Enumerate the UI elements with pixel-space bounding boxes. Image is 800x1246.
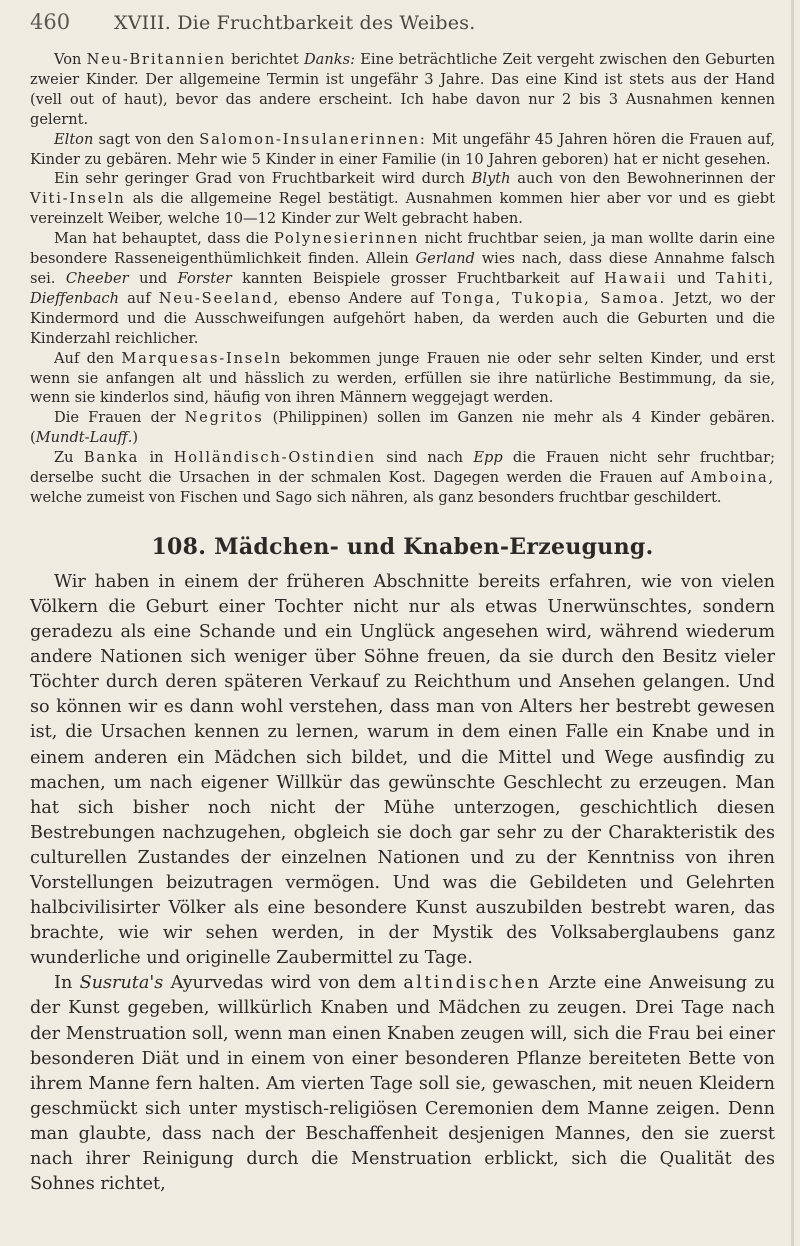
- paragraph-banka: [30, 448, 775, 508]
- spaced-name: Marquesas-Inseln: [121, 349, 283, 367]
- page-header: [30, 10, 760, 42]
- spaced-name: Salomon-Insulanerinnen:: [199, 130, 427, 148]
- paragraph-neu-britannien: [30, 50, 775, 130]
- text: (Philippinen) sollen im Ganzen nie mehr als 4 Kinder gebären. (: [30, 409, 775, 447]
- text: Mit ungefähr 45 Jahren hören die Frauen auf, Kinder zu gebären. Mehr wie 5 Kinder in einer Familie (in 10 Jahren geboren) hat er nicht gesehen.: [30, 130, 775, 168]
- page-number: 460: [30, 10, 71, 34]
- text: sagt von den: [93, 130, 200, 148]
- text: auch von den Bewohnerinnen der: [510, 170, 775, 188]
- author-name: Epp: [473, 449, 503, 467]
- main-text-section: [30, 570, 775, 1197]
- text: kannten Beispiele grosser Fruchtbarkeit auf: [231, 269, 605, 287]
- small-print-section: [30, 50, 775, 508]
- text: Zu: [54, 449, 84, 467]
- spaced-name: Viti-Inseln: [30, 190, 126, 208]
- text: Ein sehr geringer Grad von Fruchtbarkeit wird durch: [54, 170, 472, 188]
- author-name: Danks:: [303, 51, 356, 68]
- author-name: Gerland: [415, 250, 475, 268]
- text: bekommen junge Frauen nie oder sehr selten Kinder, und erst wenn sie anfangen alt und hässlich zu werden, erfüllen sie ihre natürliche Bestimmung, da sie, wenn sie kinderlos sind, häufig von ihren Männern weggejagt werden.: [30, 349, 776, 407]
- author-name: Susruta's: [79, 973, 164, 994]
- text: nicht fruchtbar seien, ja man wollte darin eine besondere Rasseneigenthümlichkeit finden. Allein: [30, 230, 775, 268]
- page-content: [30, 50, 775, 1197]
- text: die Frauen nicht sehr fruchtbar; derselbe sucht die Ursachen in der schmalen Kost. Dagegen werden die Frauen auf: [30, 449, 776, 487]
- text: als die allgemeine Regel bestätigt. Ausnahmen kommen hier aber vor und es giebt vereinzelt Weiber, welche 10—12 Kinder zur Welt gebracht haben.: [30, 190, 775, 228]
- author-name: Forster: [177, 269, 232, 287]
- author-name: Blyth: [471, 170, 511, 188]
- paragraph-susruta: [30, 971, 775, 1197]
- author-name: Dieffenbach: [30, 289, 119, 307]
- paragraph-salomon: [30, 130, 775, 170]
- text: sind nach: [375, 449, 474, 467]
- text: ebenso Andere auf: [280, 289, 442, 307]
- paragraph-marquesas: [30, 349, 775, 409]
- paragraph-intro: Wir haben in einem der früheren Abschnitte bereits erfahren, wie von vielen Völkern die Geburt einer Tochter nicht nur als etwas Unerwünschtes, sondern geradezu als eine Schande und ein Unglück angesehen wird, während wiederum andere Nationen sich weniger über Söhne freuen, da sie durch den Besitz vieler Töchter durch deren späteren Verkauf zu Reichthum und Ansehen gelangen. Und so können wir es dann wohl verstehen, dass man von Alters her bestrebt gewesen ist, die Ursachen kennen zu lernen, warum in dem einen Falle ein Knabe und in einem anderen ein Mädchen sich bildet, und die Mittel und Wege ausfindig zu machen, um nach eigener Willkür das gewünschte Geschlecht zu erzeugen. Man hat sich bisher noch nicht der Mühe unterzogen, geschichtlich diesen Bestrebungen nachzugehen, obgleich sie doch gar sehr zu der Charakteristik des culturellen Zustandes der einzelnen Nationen und zu der Kenntniss von ihren Vorstellungen beizutragen vermögen. Und was die Gebildeten und Gelehrten halbcivilisirter Völker als eine besondere Kunst auszubilden bestrebt waren, das brachte, wie wir sehen werden, in der Mystik des Volksaberglaubens ganz wunderliche und originelle Zaubermittel zu Tage.: [30, 571, 775, 969]
- spaced-name: Negritos: [184, 409, 264, 427]
- text: Die Frauen der: [54, 409, 185, 427]
- text: auf: [119, 289, 159, 307]
- section-heading: 108. Mädchen- und Knaben-Erzeugung.: [151, 533, 654, 560]
- author-name: Cheeber: [65, 269, 129, 287]
- running-title: XVIII. Die Fruchtbarkeit des Weibes.: [114, 12, 476, 34]
- text: Auf den: [54, 349, 122, 367]
- author-name: Elton: [54, 130, 94, 148]
- spaced-name: Polynesierinnen: [273, 230, 420, 248]
- text: welche zumeist von Fischen und Sago sich nähren, als ganz besonders fruchtbar geschildert.: [30, 488, 722, 506]
- spaced-name: Tonga, Tukopia, Samoa.: [441, 289, 666, 307]
- text: Arzte eine Anweisung zu der Kunst gegeben, willkürlich Knaben und Mädchen zu zeugen. Drei Tage nach der Menstruation soll, wenn man einen Knaben zeugen will, sich die Frau bei einer besonderen Diät und in einem von einer besonderen Pflanze bereiteten Bette von ihrem Manne fern halten. Am vierten Tage soll sie, gewaschen, mit neuen Kleidern geschmückt sich unter mystisch-religiösen Ceremonien dem Manne zeigen. Denn man glaubte, dass nach der Beschaffenheit desjenigen Mannes, den sie zuerst nach ihrer Reinigung durch die Menstruation erblickt, sich die Qualität des Sohnes richtet,: [30, 973, 775, 1195]
- spaced-name: Banka: [83, 449, 140, 467]
- paragraph-polynesien: [30, 229, 775, 348]
- text: Eine beträchtliche Zeit vergeht zwischen den Geburten zweier Kinder. Der allgemeine Termin ist ungefähr 3 Jahre. Das eine Kind ist stets aus der Hand (vell out of haut), bevor das andere erscheint. Ich habe davon nur 2 bis 3 Ausnahmen kennen gelernt.: [30, 51, 775, 128]
- spaced-name: Holländisch-Ostindien: [173, 449, 376, 467]
- spaced-name: Tahiti,: [715, 269, 775, 287]
- text: und: [666, 269, 716, 287]
- text: ): [132, 429, 139, 447]
- paragraph-negritos: [30, 408, 775, 448]
- text: In: [54, 973, 80, 994]
- text: wies nach, dass diese Annahme falsch sei.: [30, 250, 776, 287]
- spaced-name: Amboina,: [690, 469, 775, 487]
- page-edge: [791, 0, 794, 1246]
- text: berichtet: [225, 51, 304, 68]
- text: und: [128, 269, 178, 287]
- text: Man hat behauptet, dass die: [54, 230, 274, 248]
- spaced-name: Hawaii: [604, 269, 667, 287]
- text: Von: [54, 51, 87, 68]
- spaced-name: Neu-Seeland,: [158, 289, 281, 307]
- spaced-name: Neu-Britannien: [86, 51, 226, 68]
- text: Ayurvedas wird von dem: [163, 973, 404, 994]
- text: in: [139, 449, 174, 467]
- paragraph-viti: [30, 169, 775, 229]
- text: Jetzt, wo der Kindermord und die Ausschweifungen aufgehört haben, da werden auch die Geburten und die Kinderzahl reichlicher.: [30, 289, 775, 347]
- author-name: Mundt-Lauff.: [35, 429, 133, 447]
- spaced-name: altindischen: [403, 973, 542, 994]
